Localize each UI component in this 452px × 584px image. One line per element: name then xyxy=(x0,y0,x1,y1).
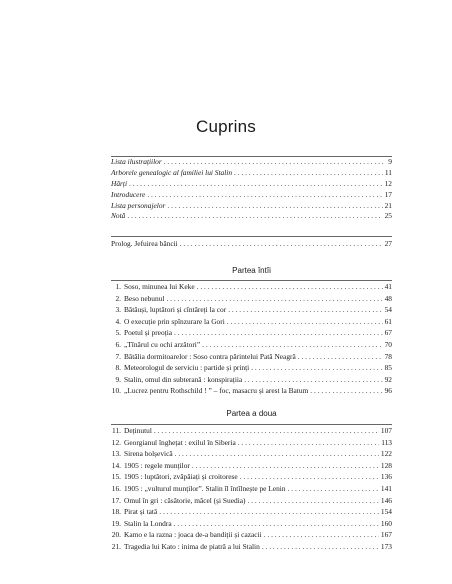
dot-leader xyxy=(298,351,383,363)
chapter-number: 15. xyxy=(111,472,121,482)
toc-entry-page: 12 xyxy=(384,178,392,188)
dot-leader xyxy=(192,460,379,472)
toc-entry xyxy=(111,437,392,449)
dot-leader xyxy=(166,293,382,305)
toc-entry-page: 54 xyxy=(384,305,392,315)
dot-leader xyxy=(159,506,379,518)
chapter-number: 17. xyxy=(111,495,121,505)
toc-entry xyxy=(111,304,392,316)
toc-entry-label: Poetul și preoția xyxy=(124,328,173,338)
chapter-number: 5. xyxy=(115,328,121,338)
chapter-number: 3. xyxy=(115,305,121,315)
toc-entry-label: Arborele genealogic al familiei lui Stalin xyxy=(111,167,233,177)
page-title: Cuprins xyxy=(196,117,256,136)
dot-leader xyxy=(264,529,379,541)
toc-entry xyxy=(111,327,392,339)
dot-leader xyxy=(227,316,383,328)
dot-leader xyxy=(248,495,379,507)
dot-leader xyxy=(180,239,383,250)
part-two-list xyxy=(111,424,392,553)
front-matter-list xyxy=(111,156,392,222)
toc-entry xyxy=(111,211,392,222)
dot-leader xyxy=(244,374,382,386)
dot-leader xyxy=(288,483,379,495)
part-two-title: Partea a doua xyxy=(226,409,277,418)
toc-entry-page: 128 xyxy=(380,460,392,470)
toc-entry xyxy=(111,190,392,201)
toc-entry-label: Lista personajelor xyxy=(111,200,166,210)
toc-entry-page: 17 xyxy=(384,189,392,199)
toc-entry xyxy=(111,385,392,397)
dot-leader xyxy=(197,281,383,293)
toc-entry-page: 113 xyxy=(381,437,392,447)
chapter-number: 19. xyxy=(111,518,121,528)
toc-entry xyxy=(111,518,392,530)
prolog-block xyxy=(111,236,392,250)
toc-entry xyxy=(111,157,392,168)
toc-entry-label: „Lucrez pentru Rothschild ! ” – foc, masacru și arest la Batum xyxy=(124,386,309,396)
toc-entry xyxy=(111,293,392,305)
part-one-title: Partea întîi xyxy=(232,266,271,275)
toc-entry xyxy=(111,541,392,553)
toc-entry xyxy=(111,201,392,212)
toc-entry-label: 1905 : regele munților xyxy=(124,460,190,470)
toc-entry xyxy=(111,448,392,460)
dot-leader xyxy=(238,437,379,449)
toc-entry-page: 67 xyxy=(384,328,392,338)
part-one-list xyxy=(111,280,392,397)
chapter-number: 7. xyxy=(115,351,121,361)
toc-entry-label: Notă xyxy=(111,211,126,221)
chapter-number: 10. xyxy=(111,386,121,396)
toc-entry xyxy=(111,374,392,386)
toc-entry-page: 122 xyxy=(380,449,392,459)
toc-entry xyxy=(111,362,392,374)
chapter-number: 2. xyxy=(115,293,121,303)
chapter-number: 21. xyxy=(111,541,121,551)
toc-entry xyxy=(111,425,392,437)
toc-entry-label: Hărți xyxy=(111,178,128,188)
toc-entry-label: Bătăuși, luptători și cîntăreți la cor xyxy=(124,305,227,315)
dot-leader xyxy=(310,385,382,397)
dot-leader xyxy=(164,157,387,168)
toc-entry-page: 154 xyxy=(380,507,392,517)
toc-entry-label: Georgianul înghețat : exilul în Siberia xyxy=(124,437,236,447)
chapter-number: 11. xyxy=(112,426,121,435)
toc-entry-page: 96 xyxy=(384,386,392,396)
toc-entry-page: 107 xyxy=(380,426,392,435)
dot-leader xyxy=(228,304,382,316)
toc-entry-page: 9 xyxy=(388,157,392,166)
chapter-number: 13. xyxy=(111,449,121,459)
toc-entry-label: Omul în gri : căsătorie, măcel (și Suedia) xyxy=(124,495,246,505)
toc-entry-label: Lista ilustrațiilor xyxy=(111,157,162,166)
toc-entry xyxy=(111,339,392,351)
toc-entry-page: 70 xyxy=(384,339,392,349)
toc-entry-page: 48 xyxy=(384,293,392,303)
toc-entry-label: Deținutul xyxy=(124,426,152,435)
dot-leader xyxy=(262,541,379,553)
chapter-number: 14. xyxy=(111,460,121,470)
chapter-number: 1. xyxy=(115,282,121,291)
toc-entry xyxy=(111,529,392,541)
toc-entry-label: Beso nebunul xyxy=(124,293,165,303)
toc-entry-label: O execuție prin spînzurare la Gori xyxy=(124,316,225,326)
toc-entry-page: 85 xyxy=(384,363,392,373)
chapter-number: 9. xyxy=(115,374,121,384)
toc-entry-page: 136 xyxy=(380,472,392,482)
dot-leader xyxy=(154,425,379,437)
toc-entry-label: Introducere xyxy=(111,189,146,199)
toc-entry xyxy=(111,351,392,363)
toc-entry-page: 27 xyxy=(384,239,392,248)
toc-entry-page: 92 xyxy=(384,374,392,384)
dot-leader xyxy=(167,201,382,212)
chapter-number: 8. xyxy=(115,363,121,373)
dot-leader xyxy=(234,168,383,179)
toc-entry-label: Stalin la Londra xyxy=(124,518,172,528)
toc-entry xyxy=(111,179,392,190)
dot-leader xyxy=(147,190,382,201)
chapter-number: 12. xyxy=(111,437,121,447)
dot-leader xyxy=(174,327,383,339)
dot-leader xyxy=(175,448,379,460)
toc-entry xyxy=(111,483,392,495)
toc-entry-label: Soso, minunea lui Keke xyxy=(124,282,195,291)
prolog-rule xyxy=(111,236,392,237)
dot-leader xyxy=(202,339,382,351)
toc-entry xyxy=(111,495,392,507)
toc-entry xyxy=(111,168,392,179)
dot-leader xyxy=(127,211,382,222)
toc-entry-page: 146 xyxy=(380,495,392,505)
dot-leader xyxy=(129,179,383,190)
chapter-number: 4. xyxy=(115,316,121,326)
chapter-number: 16. xyxy=(111,483,121,493)
toc-entry-page: 173 xyxy=(380,541,392,551)
toc-entry xyxy=(111,506,392,518)
toc-entry xyxy=(111,471,392,483)
dot-leader xyxy=(240,471,379,483)
toc-entry-page: 41 xyxy=(384,282,392,291)
toc-entry xyxy=(111,316,392,328)
dot-leader xyxy=(251,362,382,374)
toc-entry-label: Bătălia dormitoarelor : Soso contra părintelui Pată Neagră xyxy=(124,351,296,361)
toc-entry-page: 25 xyxy=(384,211,392,221)
toc-entry xyxy=(111,460,392,472)
toc-entry-label: 1905 : „vulturul munților”. Stalin îl întîlnește pe Lenin xyxy=(124,483,286,493)
toc-entry xyxy=(111,281,392,293)
dot-leader xyxy=(174,518,379,530)
toc-entry-label: Stalin, omul din subterană : konspirațiia xyxy=(124,374,243,384)
toc-entry-page: 78 xyxy=(384,351,392,361)
toc-entry-label: Meteorologul de serviciu : partide și prinți xyxy=(124,363,250,373)
toc-entry-page: 167 xyxy=(380,530,392,540)
toc-entry-label: Sirena bolșevică xyxy=(124,449,173,459)
toc-entry-page: 11 xyxy=(384,167,392,177)
toc-entry-label: Pirat și tată xyxy=(124,507,158,517)
toc-entry-page: 61 xyxy=(384,316,392,326)
toc-entry-page: 160 xyxy=(380,518,392,528)
toc-entry xyxy=(111,239,392,250)
toc-entry-page: 141 xyxy=(380,483,392,493)
toc-entry-page: 21 xyxy=(384,200,392,210)
chapter-number: 18. xyxy=(111,507,121,517)
chapter-number: 20. xyxy=(111,530,121,540)
toc-entry-label: Tragedia lui Kato : inima de piatră a lui Stalin xyxy=(124,541,260,551)
chapter-number: 6. xyxy=(115,339,121,349)
toc-entry-label: „Tînărul cu ochi arzători” xyxy=(124,339,201,349)
toc-entry-label: Prolog. Jefuirea băncii xyxy=(111,239,178,248)
toc-entry-label: 1905 : luptători, zvăpăiați și croitorese xyxy=(124,472,238,482)
toc-entry-label: Kamo e la razna : joaca de-a bandiții și cazacii xyxy=(124,530,262,540)
